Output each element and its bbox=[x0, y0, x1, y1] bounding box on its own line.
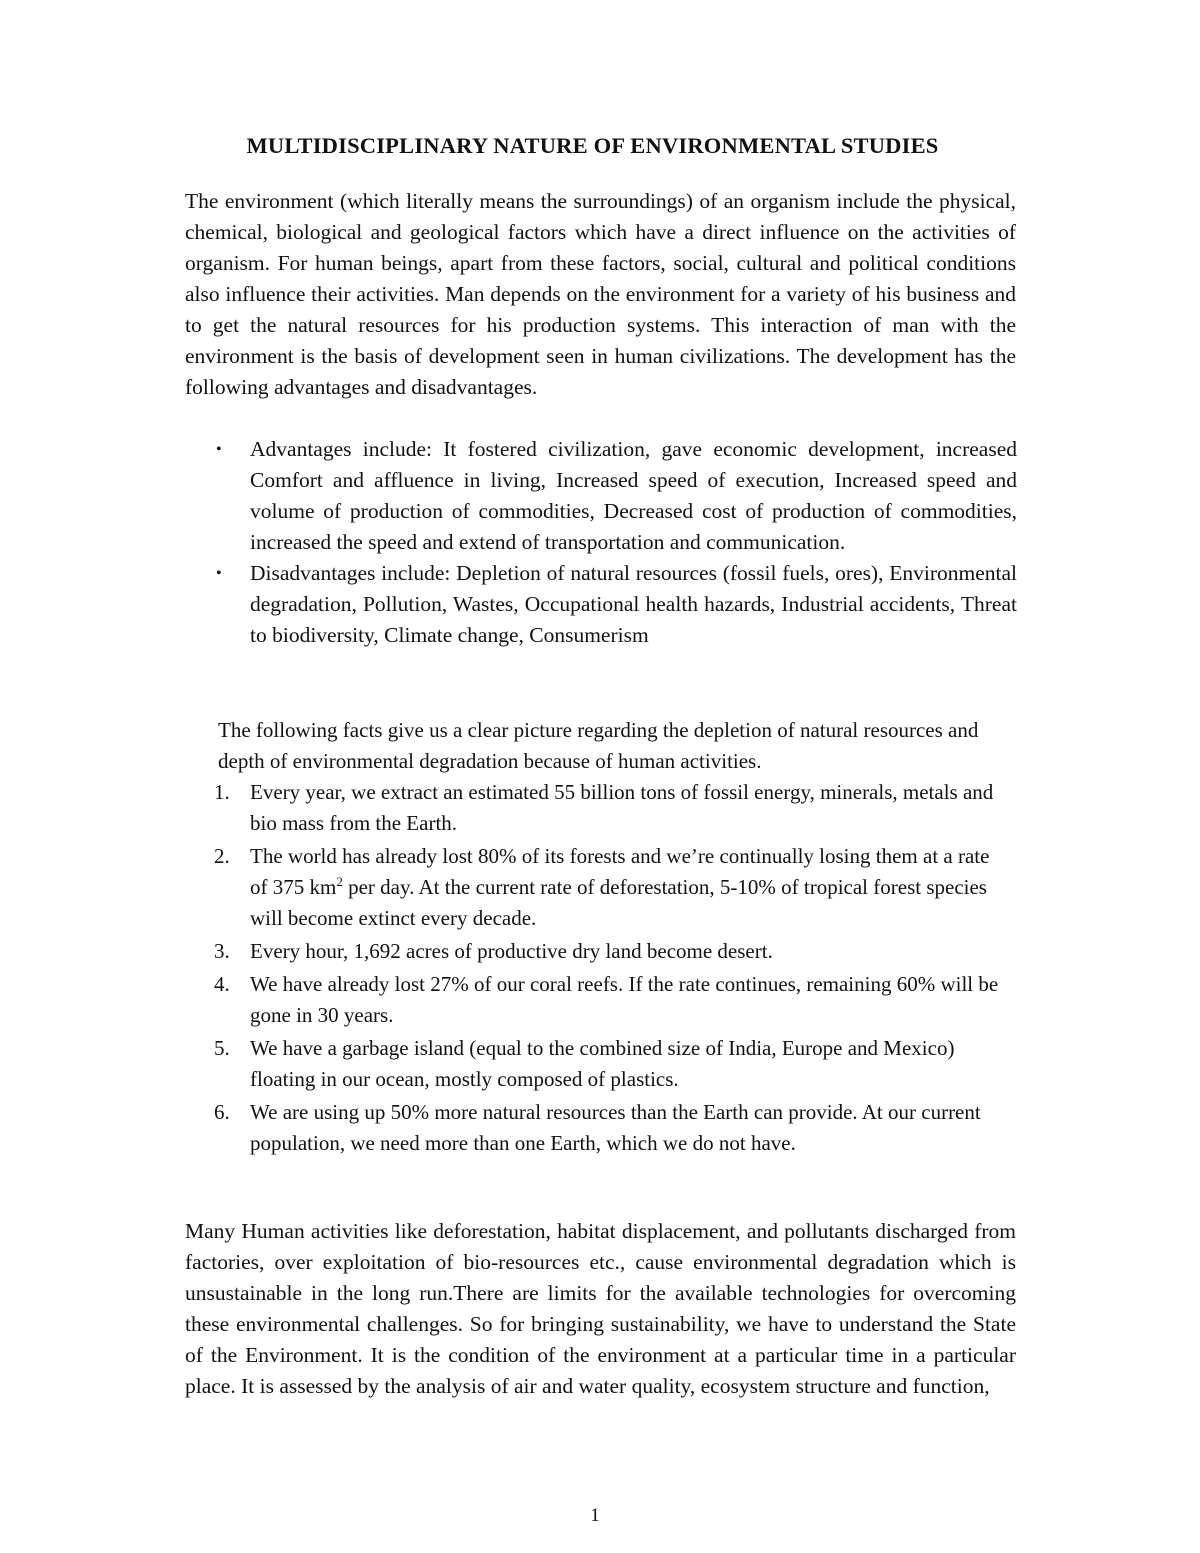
page-number: 1 bbox=[590, 1505, 600, 1526]
list-item-text-part: The world has already lost 80% of its forests and we’re continually losing them at a rate of 375 km bbox=[250, 844, 990, 899]
closing-paragraph: Many Human activities like deforestation, habitat displacement, and pollutants discharged from factories, over exploitation of bio-resources etc., cause environmental degradation which is unsustainable in the long run.There are limits for the available technologies for overcoming these environmental challenges. So for bringing sustainability, we have to understand the State of the Environment. It is the condition of the environment at a particular time in a particular place. It is assessed by the analysis of air and water quality, ecosystem structure and function, bbox=[185, 1219, 1016, 1398]
list-item-text: Every hour, 1,692 acres of productive dry land become desert. bbox=[250, 939, 773, 963]
list-number: 5. bbox=[214, 1036, 230, 1060]
list-item bbox=[214, 777, 1004, 839]
intro-paragraph: The environment (which literally means the surroundings) of an organism include the physical, chemical, biological and geological factors which have a direct influence on the activities of organism. For human beings, apart from these factors, social, cultural and political conditions also influence their activities. Man depends on the environment for a variety of his business and to get the natural resources for his production systems. This interaction of man with the environment is the basis of development seen in human civilizations. The development has the following advantages and disadvantages. bbox=[185, 189, 1016, 399]
list-item-text: We have a garbage island (equal to the combined size of India, Europe and Mexico) floating in our ocean, mostly composed of plastics. bbox=[250, 1036, 955, 1091]
list-item bbox=[214, 1097, 1004, 1159]
list-item bbox=[212, 434, 1017, 558]
page-title: MULTIDISCIPLINARY NATURE OF ENVIRONMENTAL STUDIES bbox=[246, 133, 939, 158]
bullet-icon: • bbox=[216, 565, 222, 582]
list-item-text: Disadvantages include: Depletion of natural resources (fossil fuels, ores), Environmental degradation, Pollution, Wastes, Occupational health hazards, Industrial accidents, Threat to biodiversity, Climate change, Consumerism bbox=[250, 561, 1017, 647]
list-number: 3. bbox=[214, 939, 230, 963]
list-item bbox=[212, 558, 1017, 651]
list-item-text: Advantages include: It fostered civilization, gave economic development, increased Comfort and affluence in living, Increased speed of execution, Increased speed and volume of production of commodities, Decreased cost of production of commodities, increased the speed and extend of transportation and communication. bbox=[250, 437, 1017, 554]
list-item-text-part: per day. At the current rate of deforestation, 5-10% of tropical forest species will become extinct every decade. bbox=[250, 875, 987, 930]
list-number: 1. bbox=[214, 780, 230, 804]
list-item bbox=[214, 969, 1004, 1031]
advantages-disadvantages-list bbox=[212, 434, 1017, 651]
bullet-icon: • bbox=[216, 441, 222, 458]
list-item-text: We are using up 50% more natural resources than the Earth can provide. At our current population, we need more than one Earth, which we do not have. bbox=[250, 1100, 981, 1155]
list-number: 6. bbox=[214, 1100, 230, 1124]
list-item bbox=[214, 1033, 1004, 1095]
list-number: 4. bbox=[214, 972, 230, 996]
list-item bbox=[214, 841, 1004, 934]
list-number: 2. bbox=[214, 844, 230, 868]
superscript: 2 bbox=[336, 874, 343, 889]
facts-list bbox=[214, 777, 1004, 1161]
facts-intro-paragraph: The following facts give us a clear picture regarding the depletion of natural resources and depth of environmental degradation because of human activities. bbox=[218, 718, 979, 773]
list-item-text: Every year, we extract an estimated 55 billion tons of fossil energy, minerals, metals and bio mass from the Earth. bbox=[250, 780, 994, 835]
list-item-text: We have already lost 27% of our coral reefs. If the rate continues, remaining 60% will be gone in 30 years. bbox=[250, 972, 999, 1027]
list-item-text bbox=[250, 844, 989, 930]
list-item bbox=[214, 936, 1004, 967]
